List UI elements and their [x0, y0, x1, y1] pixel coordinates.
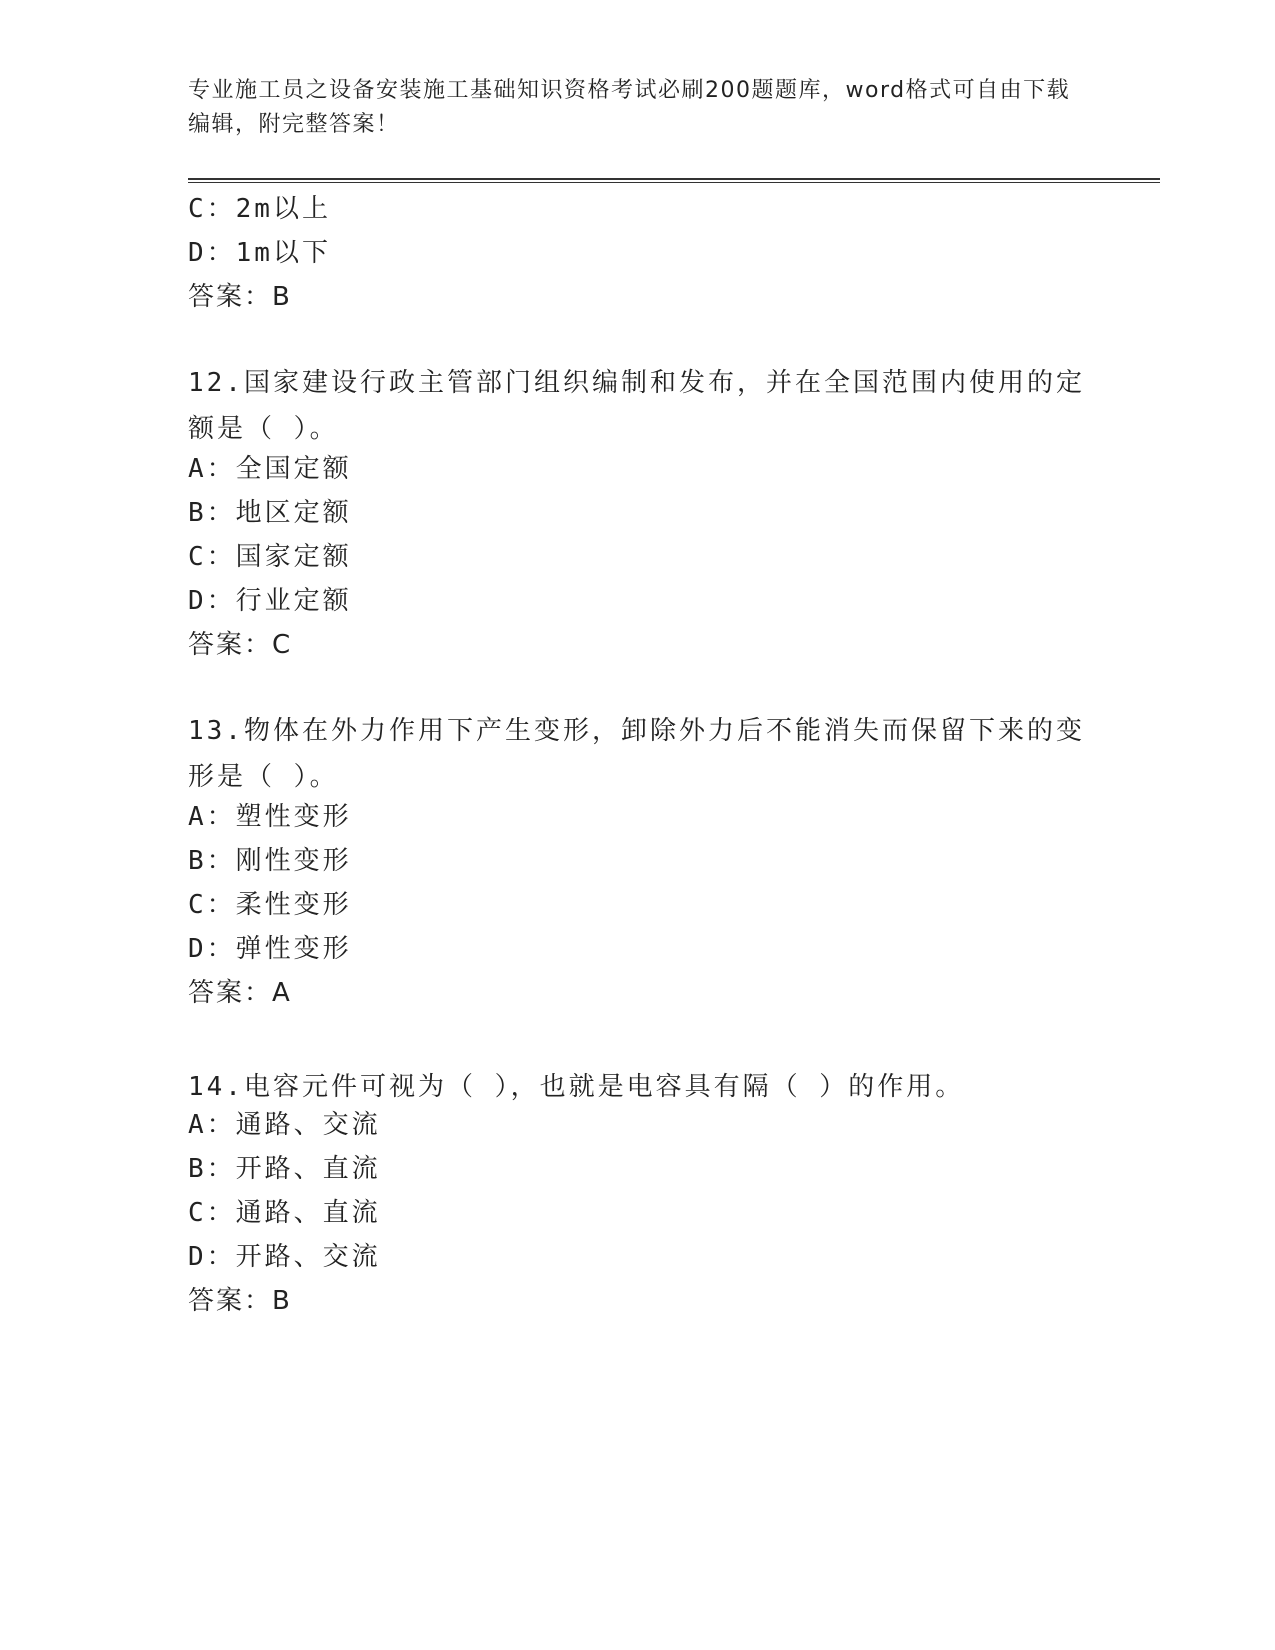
question-12-answer: 答案：C [188, 630, 293, 660]
question-14-option-a: A：通路、交流 [188, 1110, 381, 1140]
question-13-option-a: A：塑性变形 [188, 802, 352, 832]
document-header: 专业施工员之设备安装施工基础知识资格考试必刷200题题库，word格式可自由下载编辑，附完整答案！ [188, 78, 1071, 137]
question-12-option-b: B：地区定额 [188, 498, 352, 528]
answer-line: 答案：B [188, 282, 292, 312]
question-14-text: 14.电容元件可视为（ ），也就是电容具有隔（ ）的作用。 [188, 1072, 965, 1102]
header-divider-thin [188, 182, 1160, 183]
question-13-option-d: D：弹性变形 [188, 934, 352, 964]
option-d: D：1m以下 [188, 238, 331, 268]
question-14-option-d: D：开路、交流 [188, 1242, 381, 1272]
question-13-text: 13.物体在外力作用下产生变形，卸除外力后不能消失而保留下来的变形是（ ）。 [188, 716, 1085, 792]
question-13-option-c: C：柔性变形 [188, 890, 352, 920]
question-14-option-c: C：通路、直流 [188, 1198, 381, 1228]
option-c: C：2m以上 [188, 194, 331, 224]
question-12-text: 12.国家建设行政主管部门组织编制和发布，并在全国范围内使用的定额是（ ）。 [188, 368, 1085, 444]
question-12-option-c: C：国家定额 [188, 542, 352, 572]
question-12-option-a: A：全国定额 [188, 454, 352, 484]
question-14-option-b: B：开路、直流 [188, 1154, 381, 1184]
question-12-option-d: D：行业定额 [188, 586, 352, 616]
header-divider-thick [188, 178, 1160, 180]
question-14-answer: 答案：B [188, 1286, 292, 1316]
question-13-option-b: B：刚性变形 [188, 846, 352, 876]
question-13-answer: 答案：A [188, 978, 292, 1008]
